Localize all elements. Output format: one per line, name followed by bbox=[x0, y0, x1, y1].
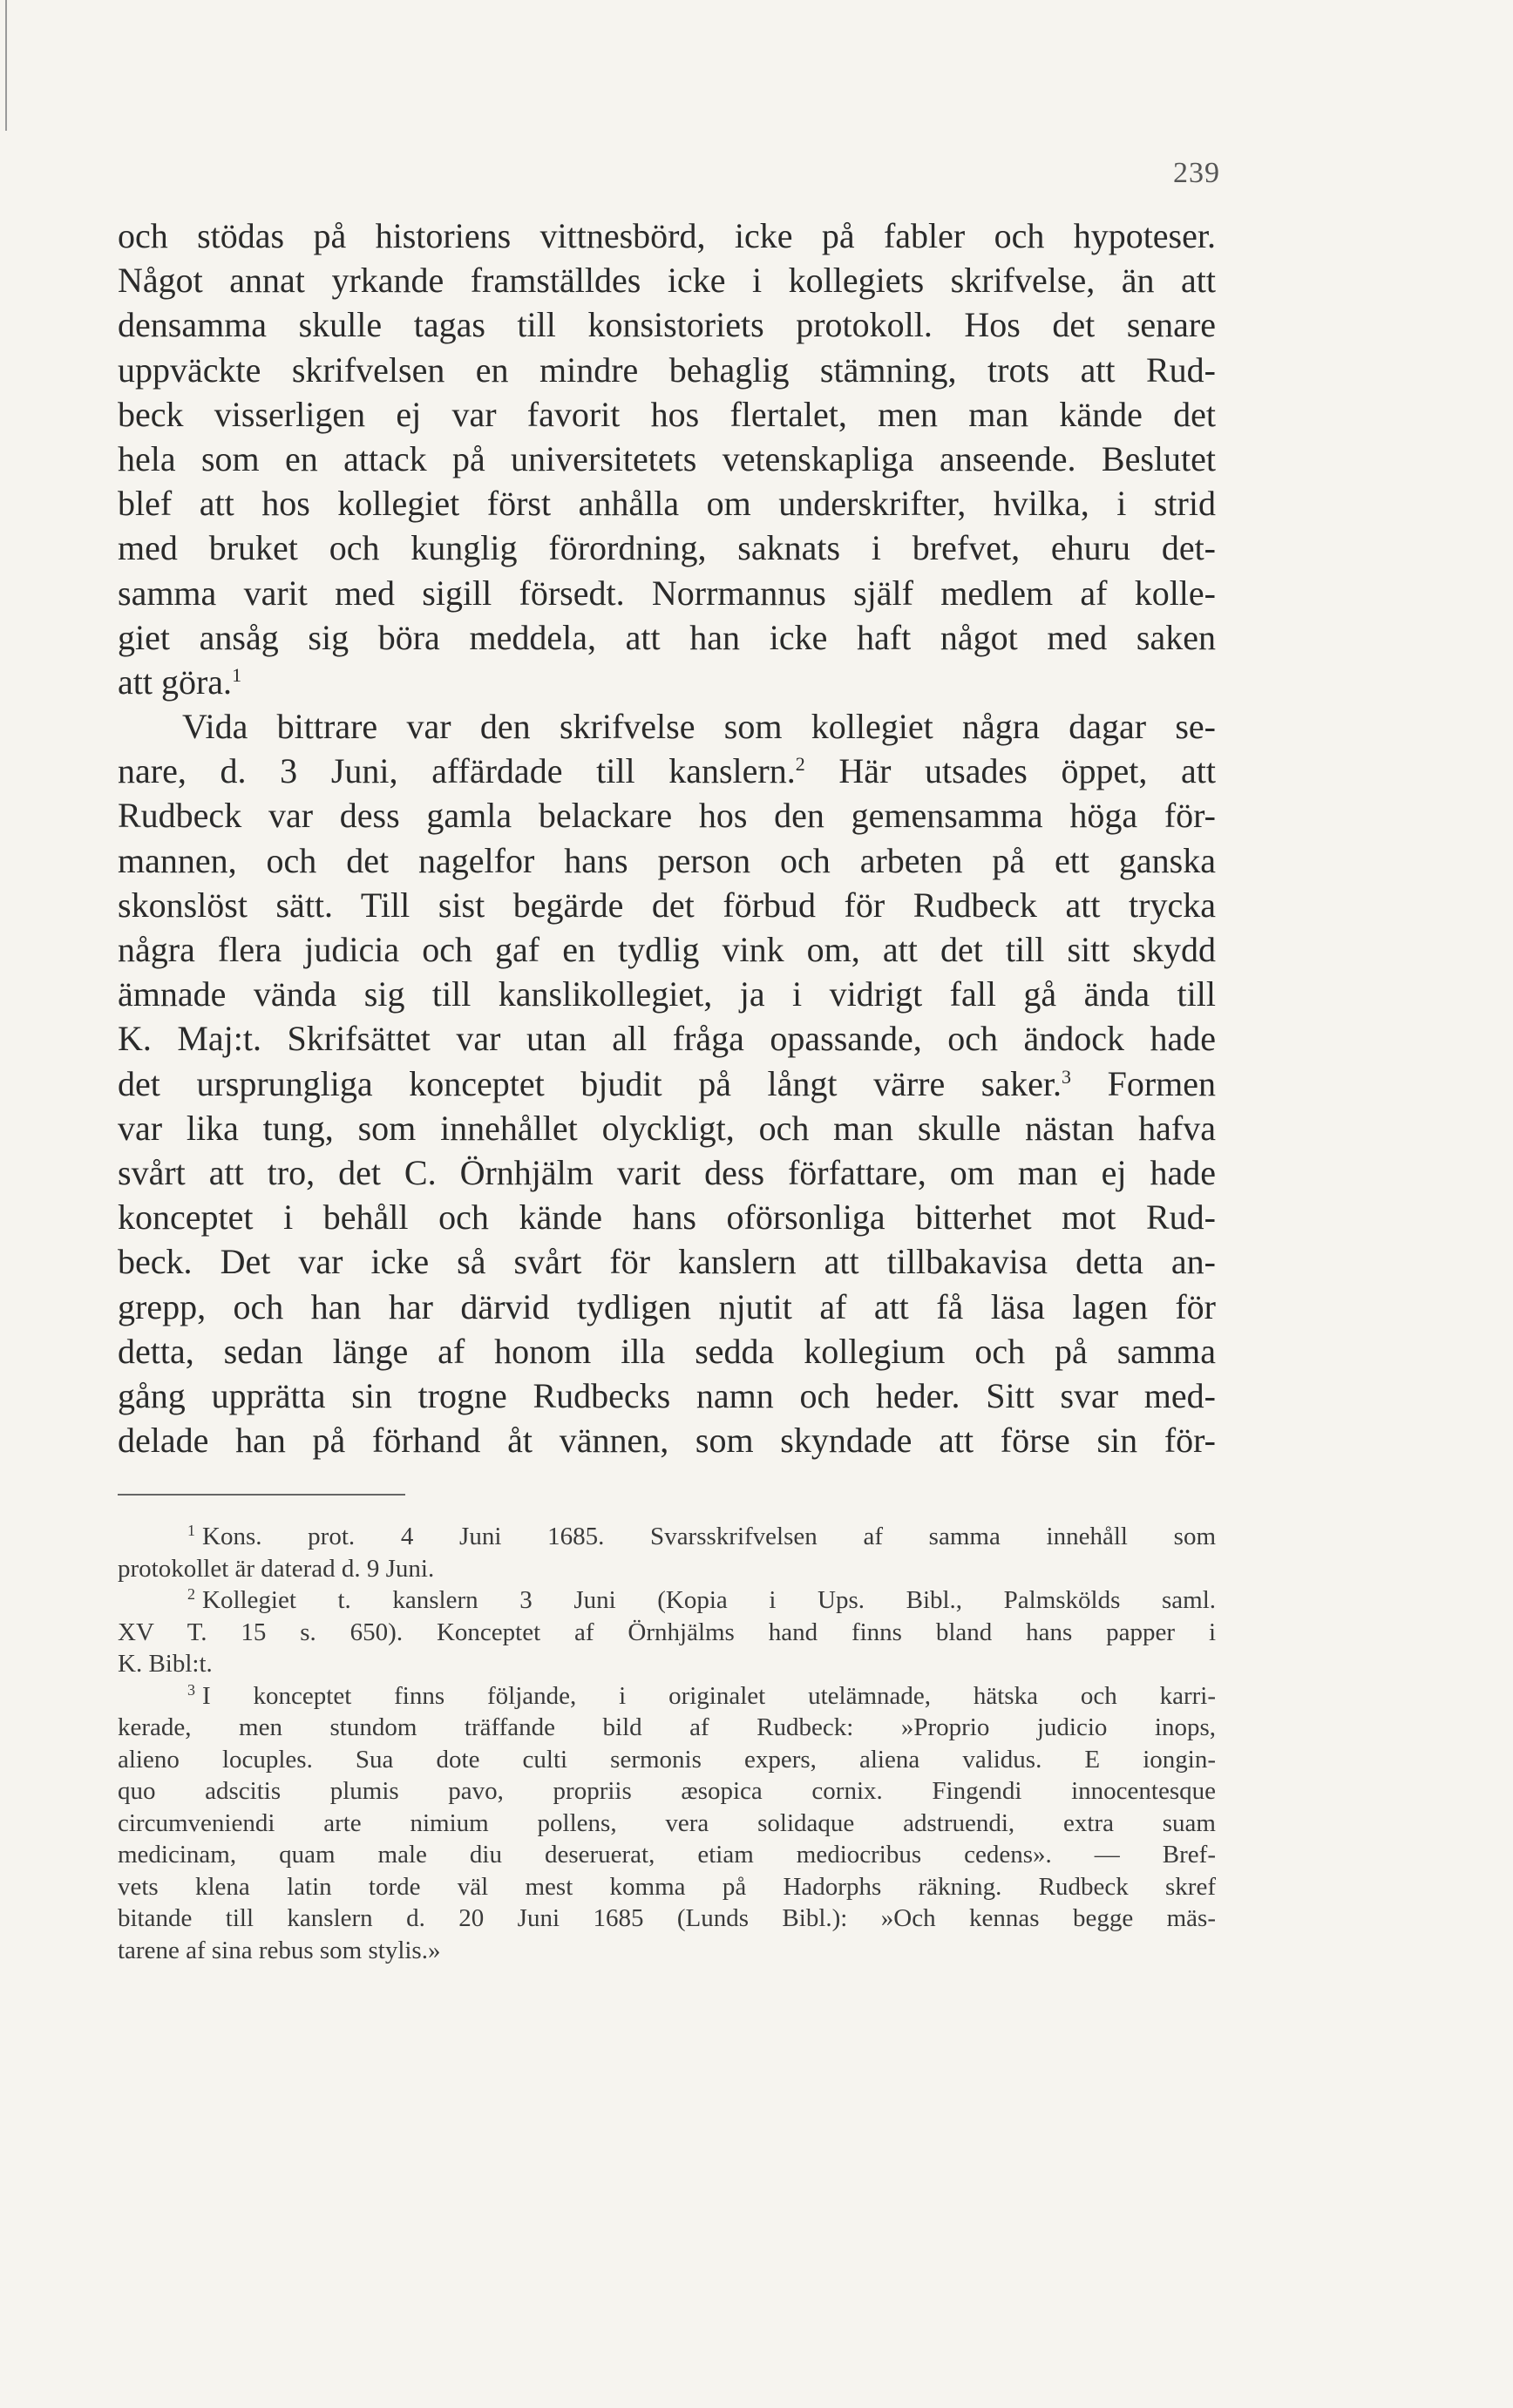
text-line: mannen, och det nagelfor hans person och arbeten på ett ganska bbox=[118, 840, 1216, 880]
page-number: 239 bbox=[1173, 157, 1220, 189]
footnote-line: vets klena latin torde väl mest komma på Hadorphs räkning. Rudbeck skref bbox=[118, 1872, 1216, 1901]
text-line: detta, sedan länge af honom illa sedda kollegium och på samma bbox=[118, 1331, 1216, 1371]
text-line: var lika tung, som innehållet olyckligt, och man skulle nästan hafva bbox=[118, 1108, 1216, 1148]
footnote-number: 2 bbox=[187, 1585, 195, 1603]
text-line: delade han på förhand åt vännen, som skyndade att förse sin för- bbox=[118, 1421, 1216, 1461]
text-segment: Här utsades öppet, att bbox=[838, 751, 1216, 791]
footnote-line bbox=[118, 1584, 1216, 1617]
text-line: densamma skulle tagas till konsistoriets protokoll. Hos det senare bbox=[118, 305, 1216, 345]
footnote-text: I konceptet finns följande, i originalet utelämnade, hätska och karri- bbox=[202, 1681, 1216, 1710]
text-line: svårt att tro, det C. Örnhjälm varit dess författare, om man ej hade bbox=[118, 1152, 1216, 1192]
footnote-ref: 2 bbox=[795, 753, 805, 776]
footnote-line: quo adscitis plumis pavo, propriis æsopica cornix. Fingendi innocentesque bbox=[118, 1777, 1216, 1805]
text-line: några flera judicia och gaf en tydlig vink om, att det till sitt skydd bbox=[118, 930, 1216, 969]
text-segment: Formen bbox=[1107, 1063, 1217, 1103]
footnote-line: kerade, men stundom träffande bild af Rudbeck: »Proprio judicio inops, bbox=[118, 1713, 1216, 1741]
text-line bbox=[118, 749, 1216, 793]
text-line: samma varit med sigill försedt. Norrmannus själf medlem af kolle- bbox=[118, 573, 1216, 613]
footnotes bbox=[118, 1521, 1216, 1966]
footnote-line: K. Bibl:t. bbox=[118, 1650, 213, 1678]
footnote-ref: 3 bbox=[1062, 1065, 1071, 1088]
text-line bbox=[118, 660, 1216, 704]
paragraph-start-line: Vida bittrare var den skrifvelse som kollegiet några dagar se- bbox=[182, 707, 1216, 747]
text-line: blef att hos kollegiet först anhålla om underskrifter, hvilka, i strid bbox=[118, 484, 1216, 524]
text-line: beck. Det var icke så svårt för kanslern att tillbakavisa detta an- bbox=[118, 1242, 1216, 1282]
text-line: Rudbeck var dess gamla belackare hos den gemensamma höga för- bbox=[118, 796, 1216, 836]
text-line: K. Maj:t. Skrifsättet var utan all fråga opassande, och ändock hade bbox=[118, 1019, 1216, 1059]
text-segment: nare, d. 3 Juni, affärdade till kanslern. bbox=[118, 751, 796, 791]
text-segment: det ursprungliga konceptet bjudit på långt värre saker. bbox=[118, 1063, 1062, 1103]
footnote-ref: 1 bbox=[232, 663, 242, 686]
footnote-number: 3 bbox=[187, 1680, 195, 1699]
text-segment: att göra. bbox=[118, 661, 233, 702]
text-line: med bruket och kunglig förordning, saknats i brefvet, ehuru det- bbox=[118, 528, 1216, 568]
footnote-line: bitande till kanslern d. 20 Juni 1685 (Lunds Bibl.): »Och kennas begge mäs- bbox=[118, 1904, 1216, 1932]
footnote-line bbox=[118, 1521, 1216, 1553]
text-line: gång upprätta sin trogne Rudbecks namn och heder. Sitt svar med- bbox=[118, 1375, 1216, 1415]
footnote-text: Kollegiet t. kanslern 3 Juni (Kopia i Ups. Bibl., Palmskölds saml. bbox=[202, 1586, 1216, 1614]
footnote-separator bbox=[118, 1494, 405, 1496]
footnote-number: 1 bbox=[187, 1522, 195, 1539]
footnote-line: XV T. 15 s. 650). Konceptet af Örnhjälms hand finns bland hans papper i bbox=[118, 1618, 1216, 1646]
text-line: skonslöst sätt. Till sist begärde det förbud för Rudbeck att trycka bbox=[118, 885, 1216, 925]
footnote-line: alieno locuples. Sua dote culti sermonis expers, aliena validus. E iongin- bbox=[118, 1745, 1216, 1774]
text-line: uppväckte skrifvelsen en mindre behaglig stämning, trots att Rud- bbox=[118, 349, 1216, 390]
text-line: grepp, och han har därvid tydligen njutit af att få läsa lagen för bbox=[118, 1286, 1216, 1326]
footnote-line bbox=[118, 1680, 1216, 1713]
text-line: hela som en attack på universitetets vetenskapliga anseende. Beslutet bbox=[118, 438, 1216, 478]
text-line bbox=[118, 1062, 1216, 1106]
text-line: giet ansåg sig böra meddela, att han icke haft något med saken bbox=[118, 617, 1216, 657]
footnote-text: Kons. prot. 4 Juni 1685. Svarsskrifvelsen af samma innehåll som bbox=[202, 1523, 1216, 1550]
page-edge-mark bbox=[5, 0, 7, 131]
text-line: ämnade vända sig till kanslikollegiet, ja i vidrigt fall gå ända till bbox=[118, 974, 1216, 1014]
footnote-line: circumveniendi arte nimium pollens, vera solidaque adstruendi, extra suam bbox=[118, 1808, 1216, 1837]
text-line: och stödas på historiens vittnesbörd, icke på fabler och hypoteser. bbox=[118, 216, 1216, 255]
text-line: Något annat yrkande framställdes icke i kollegiets skrifvelse, än att bbox=[118, 261, 1216, 301]
footnote-line: medicinam, quam male diu deseruerat, etiam mediocribus cedens». — Bref- bbox=[118, 1841, 1216, 1869]
footnote-line: tarene af sina rebus som stylis.» bbox=[118, 1936, 441, 1964]
main-text bbox=[118, 214, 1216, 1462]
text-line: beck visserligen ej var favorit hos flertalet, men man kände det bbox=[118, 394, 1216, 434]
text-line: konceptet i behåll och kände hans oförsonliga bitterhet mot Rud- bbox=[118, 1197, 1216, 1238]
footnote-line: protokollet är daterad d. 9 Juni. bbox=[118, 1554, 435, 1583]
